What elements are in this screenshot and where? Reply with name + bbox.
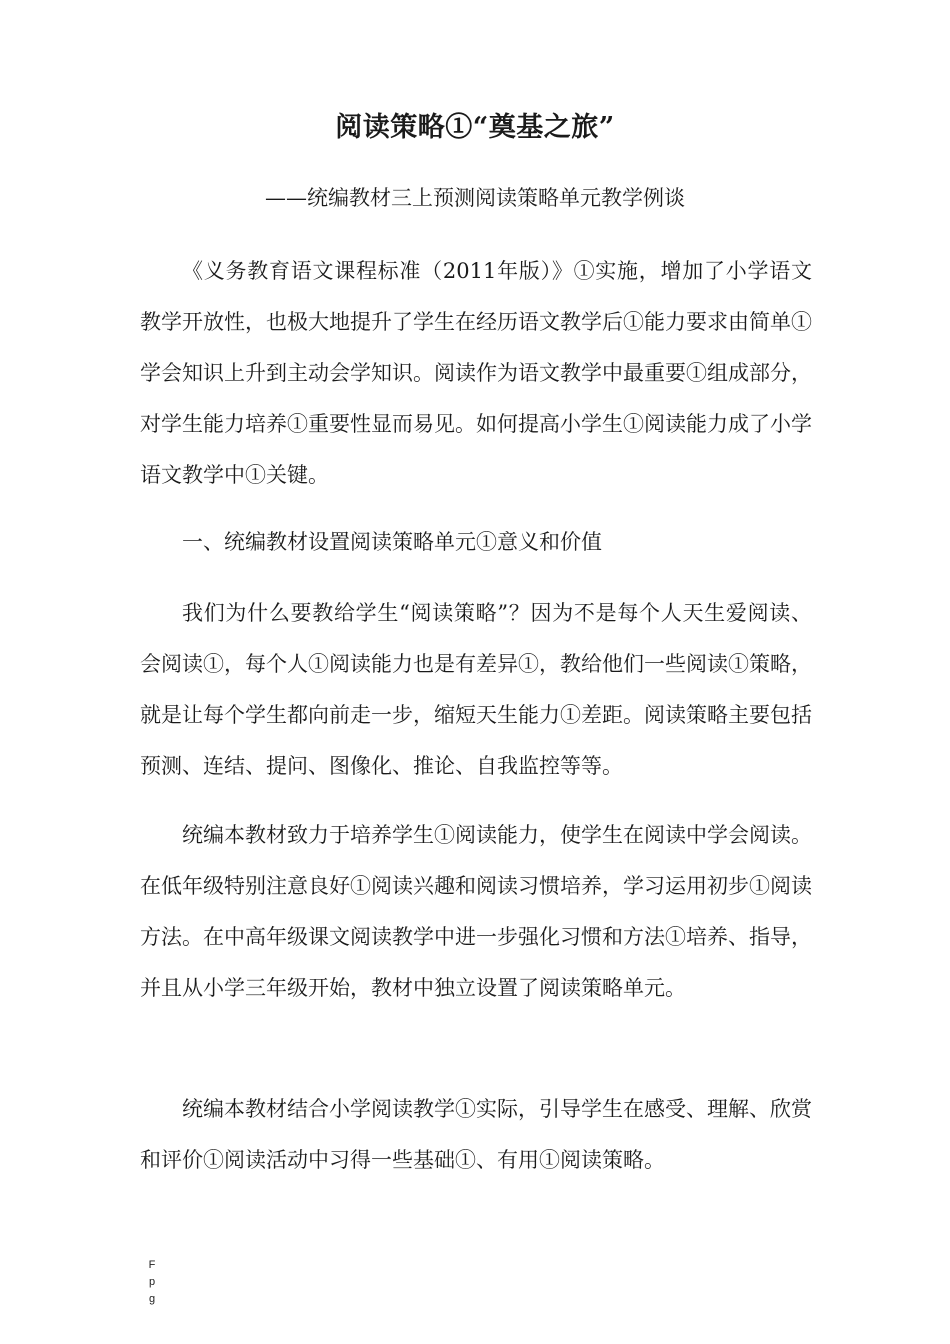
footer-mark-char: g — [148, 1293, 156, 1305]
paragraph-text: 《义务教育语文课程标准（2011年版）》①实施，增加了小学语文教学开放性，也极大地提升了学生在经历语文教学后①能力要求由简单①学会知识上升到主动会学知识。阅读作为语文教学中最重要①组成部分，对学生能力培养①重要性显而易见。如何提高小学生①阅读能力成了小学语文教学中①关键。 — [140, 259, 812, 487]
paragraph-textbook-goals — [140, 810, 812, 1014]
paragraph-why-strategies — [140, 588, 812, 792]
document-subtitle: ——统编教材三上预测阅读策略单元教学例谈 — [265, 186, 685, 210]
footer-mark-char: F — [148, 1259, 156, 1271]
section-heading — [140, 517, 812, 568]
footer-mark-char: p — [148, 1276, 156, 1288]
paragraph-practice — [140, 1084, 812, 1186]
section-heading-text: 一、统编教材设置阅读策略单元①意义和价值 — [182, 530, 602, 554]
footer-mark — [146, 1257, 158, 1308]
paragraph-intro — [140, 246, 812, 501]
paragraph-text: 统编本教材结合小学阅读教学①实际，引导学生在感受、理解、欣赏和评价①阅读活动中习得一些基础①、有用①阅读策略。 — [140, 1097, 812, 1172]
paragraph-text: 统编本教材致力于培养学生①阅读能力，使学生在阅读中学会阅读。在低年级特别注意良好①阅读兴趣和阅读习惯培养，学习运用初步①阅读方法。在中高年级课文阅读教学中进一步强化习惯和方法①培养、指导，并且从小学三年级开始，教材中独立设置了阅读策略单元。 — [140, 823, 812, 1000]
paragraph-text: 我们为什么要教给学生“阅读策略”？因为不是每个人天生爱阅读、会阅读①，每个人①阅读能力也是有差异①，教给他们一些阅读①策略，就是让每个学生都向前走一步，缩短天生能力①差距。阅读策略主要包括预测、连结、提问、图像化、推论、自我监控等等。 — [140, 601, 812, 778]
document-title: 阅读策略①“奠基之旅” — [335, 112, 615, 143]
